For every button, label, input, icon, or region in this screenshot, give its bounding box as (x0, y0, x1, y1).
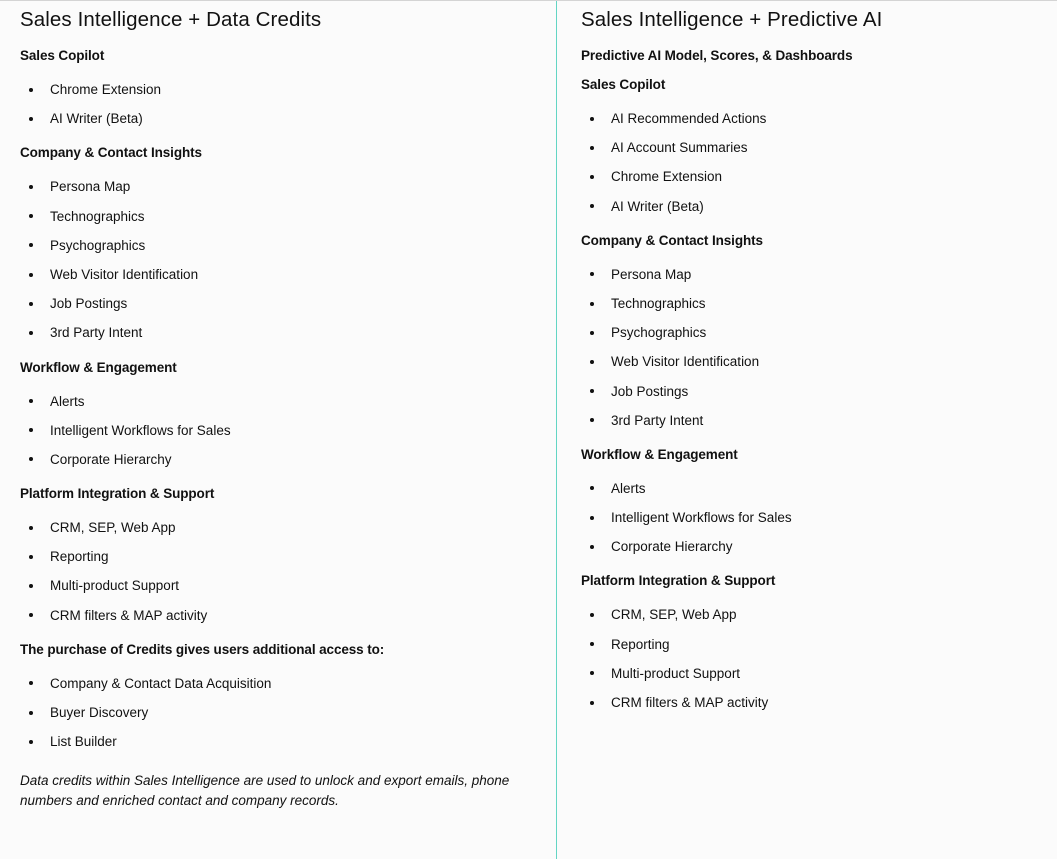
list-item (20, 75, 542, 104)
list-item (20, 387, 542, 416)
list-item (581, 192, 1043, 221)
left-sections (20, 47, 542, 756)
list-item-label: CRM filters & MAP activity (50, 607, 208, 623)
list-item-label: Alerts (611, 480, 646, 496)
bullet-icon (29, 214, 33, 218)
bullet-icon (590, 360, 594, 364)
bullet-icon (29, 613, 33, 617)
bullet-icon (29, 117, 33, 121)
bullet-icon (590, 516, 594, 520)
list-item (581, 532, 1043, 561)
list-item-label: Persona Map (611, 266, 692, 282)
list-item-label: Reporting (50, 549, 109, 565)
list-item-label: 3rd Party Intent (611, 412, 704, 428)
list-item (20, 172, 542, 201)
bullet-icon (29, 526, 33, 530)
bullet-icon (590, 146, 594, 150)
list-item-label: AI Recommended Actions (611, 111, 767, 126)
list-item (581, 260, 1043, 289)
bullet-icon (29, 331, 33, 335)
list-item (581, 503, 1043, 532)
bullet-icon (29, 243, 33, 247)
list-item-label: Web Visitor Identification (611, 354, 760, 370)
feature-list (581, 600, 1043, 717)
list-item (20, 669, 542, 698)
bullet-icon (29, 681, 33, 685)
list-item (20, 445, 542, 474)
feature-list (20, 387, 542, 475)
list-item-label: Psychographics (611, 325, 707, 341)
section-title: Platform Integration & Support (20, 486, 215, 502)
feature-list (20, 75, 542, 133)
list-item-label: Chrome Extension (50, 82, 162, 97)
bullet-icon (29, 302, 33, 306)
list-item-label: Company & Contact Data Acquisition (50, 675, 272, 691)
list-item-label: Chrome Extension (611, 169, 723, 185)
bullet-icon (590, 389, 594, 393)
section-title: Workflow & Engagement (581, 446, 738, 462)
list-item-label: Web Visitor Identification (50, 266, 199, 282)
left-column (0, 1, 556, 859)
list-item (20, 513, 542, 542)
left-footnote: Data credits within Sales Intelligence are used to unlock and export emails, phone numbers and enriched contact and company records. (20, 773, 510, 809)
list-item-label: Intelligent Workflows for Sales (611, 510, 792, 526)
bullet-icon (29, 457, 33, 461)
list-item (20, 202, 542, 231)
list-item (20, 289, 542, 318)
list-item-label: Job Postings (611, 383, 689, 399)
bullet-icon (29, 185, 33, 189)
list-item-label: Corporate Hierarchy (611, 539, 733, 555)
list-item (20, 260, 542, 289)
list-item (581, 318, 1043, 347)
bullet-icon (590, 117, 594, 121)
list-item-label: CRM filters & MAP activity (611, 695, 769, 710)
bullet-icon (29, 273, 33, 277)
bullet-icon (590, 642, 594, 646)
bullet-icon (29, 428, 33, 432)
feature-list (20, 513, 542, 630)
list-item (581, 600, 1043, 629)
section-title: Company & Contact Insights (581, 232, 763, 248)
bullet-icon (29, 399, 33, 403)
list-item-label: Multi-product Support (50, 578, 180, 594)
section-title: Predictive AI Model, Scores, & Dashboards (581, 48, 853, 63)
bullet-icon (590, 545, 594, 549)
bullet-icon (590, 272, 594, 276)
bullet-icon (29, 555, 33, 559)
section-title: Workflow & Engagement (20, 359, 177, 375)
list-item-label: Technographics (50, 208, 145, 224)
list-item-label: CRM, SEP, Web App (611, 607, 737, 623)
list-item-label: List Builder (50, 734, 117, 750)
right-sections (581, 47, 1043, 717)
right-column (557, 1, 1057, 859)
list-item-label: Psychographics (50, 237, 146, 253)
list-item-label: Buyer Discovery (50, 705, 149, 720)
list-item (581, 104, 1043, 133)
list-item (20, 727, 542, 756)
list-item (20, 542, 542, 571)
bullet-icon (590, 486, 594, 490)
bullet-icon (29, 584, 33, 588)
list-item-label: Alerts (50, 393, 85, 409)
section-title: Sales Copilot (581, 77, 666, 92)
list-item-label: AI Account Summaries (611, 140, 748, 156)
list-item-label: CRM, SEP, Web App (50, 520, 176, 536)
bullet-icon (29, 88, 33, 92)
bullet-icon (590, 302, 594, 306)
feature-list (20, 669, 542, 757)
bullet-icon (590, 613, 594, 617)
list-item-label: 3rd Party Intent (50, 325, 143, 341)
list-item (581, 289, 1043, 318)
bullet-icon (590, 175, 594, 179)
list-item-label: Reporting (611, 636, 670, 652)
bullet-icon (590, 331, 594, 335)
list-item (20, 231, 542, 260)
list-item-label: Multi-product Support (611, 665, 741, 681)
feature-list (581, 260, 1043, 435)
feature-list (20, 172, 542, 347)
list-item-label: Technographics (611, 295, 706, 311)
list-item (581, 162, 1043, 191)
bullet-icon (590, 204, 594, 208)
list-item (581, 630, 1043, 659)
bullet-icon (29, 711, 33, 715)
list-item (581, 347, 1043, 376)
list-item (581, 659, 1043, 688)
list-item-label: Job Postings (50, 296, 128, 312)
list-item (20, 571, 542, 600)
list-item-label: Intelligent Workflows for Sales (50, 422, 231, 438)
list-item (581, 133, 1043, 162)
section-title: Sales Copilot (20, 48, 105, 63)
right-heading: Sales Intelligence + Predictive AI (581, 8, 883, 31)
list-item (581, 474, 1043, 503)
list-item (581, 406, 1043, 435)
list-item (20, 698, 542, 727)
list-item (20, 104, 542, 133)
list-item-label: Persona Map (50, 179, 131, 195)
list-item (581, 377, 1043, 406)
feature-list (581, 474, 1043, 562)
bullet-icon (29, 740, 33, 744)
list-item (20, 416, 542, 445)
bullet-icon (590, 671, 594, 675)
list-item (20, 318, 542, 347)
list-item-label: AI Writer (Beta) (50, 111, 143, 127)
bullet-icon (590, 701, 594, 705)
section-title: Platform Integration & Support (581, 573, 776, 589)
list-item-label: AI Writer (Beta) (611, 198, 704, 214)
section-title: The purchase of Credits gives users additional access to: (20, 641, 385, 657)
left-heading: Sales Intelligence + Data Credits (20, 8, 322, 31)
bullet-icon (590, 418, 594, 422)
list-item (20, 601, 542, 630)
list-item-label: Corporate Hierarchy (50, 451, 172, 467)
section-title: Company & Contact Insights (20, 145, 202, 161)
list-item (581, 688, 1043, 717)
feature-list (581, 104, 1043, 221)
